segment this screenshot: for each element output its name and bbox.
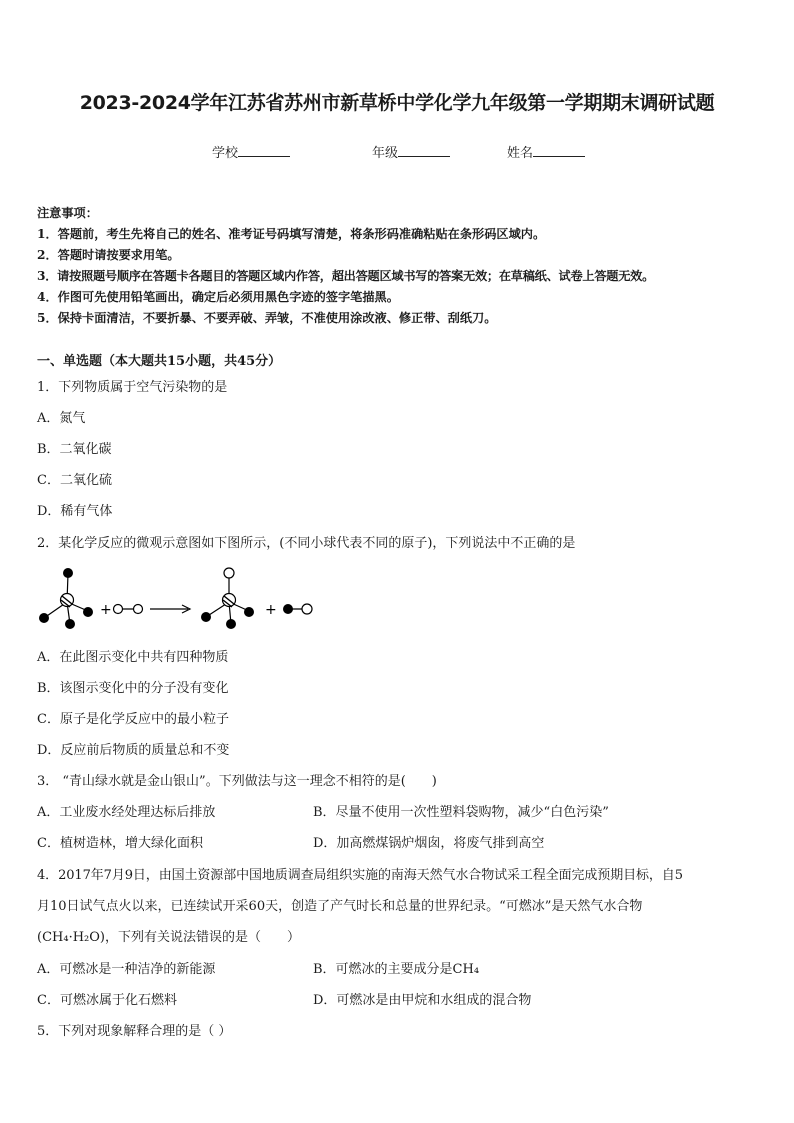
name-field	[507, 142, 585, 161]
notice-item: 4．作图可先使用铅笔画出，确定后必须用黑色字迹的签字笔描黑。	[37, 290, 399, 304]
option-c: C．植树造林，增大绿化面积	[37, 836, 203, 851]
name-blank	[533, 144, 585, 157]
option-a: A．可燃冰是一种洁净的新能源	[37, 962, 216, 977]
option-d: D．加高燃煤锅炉烟囱，将废气排到高空	[313, 836, 545, 851]
section-heading: 一、单选题（本大题共15小题，共45分）	[37, 354, 282, 369]
school-blank	[238, 144, 290, 157]
option-d: D．反应前后物质的质量总和不变	[37, 743, 230, 758]
name-label: 姓名	[507, 146, 534, 161]
grade-label: 年级	[372, 146, 399, 161]
option-a: A．氮气	[37, 411, 86, 426]
option-c: C．原子是化学反应中的最小粒子	[37, 712, 229, 727]
question-stem: 2．某化学反应的微观示意图如下图所示，(不同小球代表不同的原子)，下列说法中不正确的是	[37, 536, 576, 551]
option-b: B．可燃冰的主要成分是CH₄	[313, 962, 480, 977]
reaction-diagram	[30, 562, 330, 636]
question-stem: 3． “青山绿水就是金山银山”。下列做法与这一理念不相符的是( )	[37, 774, 437, 789]
svg-text:+: +	[265, 602, 277, 618]
grade-field	[372, 142, 450, 161]
option-b: B．尽量不使用一次性塑料袋购物，减少“白色污染”	[313, 805, 609, 820]
option-c: C．二氧化硫	[37, 473, 112, 488]
question-stem: 1．下列物质属于空气污染物的是	[37, 380, 228, 395]
product-diatomic	[283, 604, 312, 614]
option-a: A．在此图示变化中共有四种物质	[37, 650, 229, 665]
reaction-arrow	[150, 605, 190, 613]
question-stem-line: 4．2017年7月9日，由国土资源部中国地质调查局组织实施的南海天然气水合物试采工程全面完成预期目标，自5	[37, 868, 683, 883]
option-d: D．可燃冰是由甲烷和水组成的混合物	[313, 993, 532, 1008]
notice-item: 2．答题时请按要求用笔。	[37, 248, 180, 262]
notice-item: 3．请按照题号顺序在答题卡各题目的答题区域内作答，超出答题区域书写的答案无效；在草稿纸、试卷上答题无效。	[37, 269, 655, 283]
question-stem-line: 月10日试气点火以来，已连续试开采60天，创造了产气时长和总量的世界纪录。“可燃冰”是天然气水合物	[37, 899, 643, 914]
product-molecule	[201, 568, 254, 629]
option-a: A．工业废水经处理达标后排放	[37, 805, 216, 820]
svg-text:+: +	[100, 602, 112, 618]
notice-item: 1．答题前，考生先将自己的姓名、准考证号码填写清楚，将条形码准确粘贴在条形码区域内。	[37, 227, 546, 241]
notice-item: 5．保持卡面清洁，不要折暴、不要弄破、弄皱，不准使用涂改液、修正带、刮纸刀。	[37, 311, 497, 325]
reactant-o2	[114, 605, 143, 614]
reactant-molecule	[39, 568, 93, 629]
option-c: C．可燃冰属于化石燃料	[37, 993, 177, 1008]
school-label: 学校	[212, 146, 239, 161]
option-b: B．二氧化碳	[37, 442, 112, 457]
notice-heading: 注意事项：	[37, 206, 98, 220]
option-d: D．稀有气体	[37, 504, 113, 519]
grade-blank	[398, 144, 450, 157]
question-stem-line: (CH₄·H₂O)，下列有关说法错误的是（ ）	[37, 930, 300, 945]
question-stem: 5．下列对现象解释合理的是（ ）	[37, 1024, 232, 1039]
option-b: B．该图示变化中的分子没有变化	[37, 681, 229, 696]
page-title: 2023-2024学年江苏省苏州市新草桥中学化学九年级第一学期期末调研试题	[79, 92, 715, 114]
school-field	[212, 142, 290, 161]
